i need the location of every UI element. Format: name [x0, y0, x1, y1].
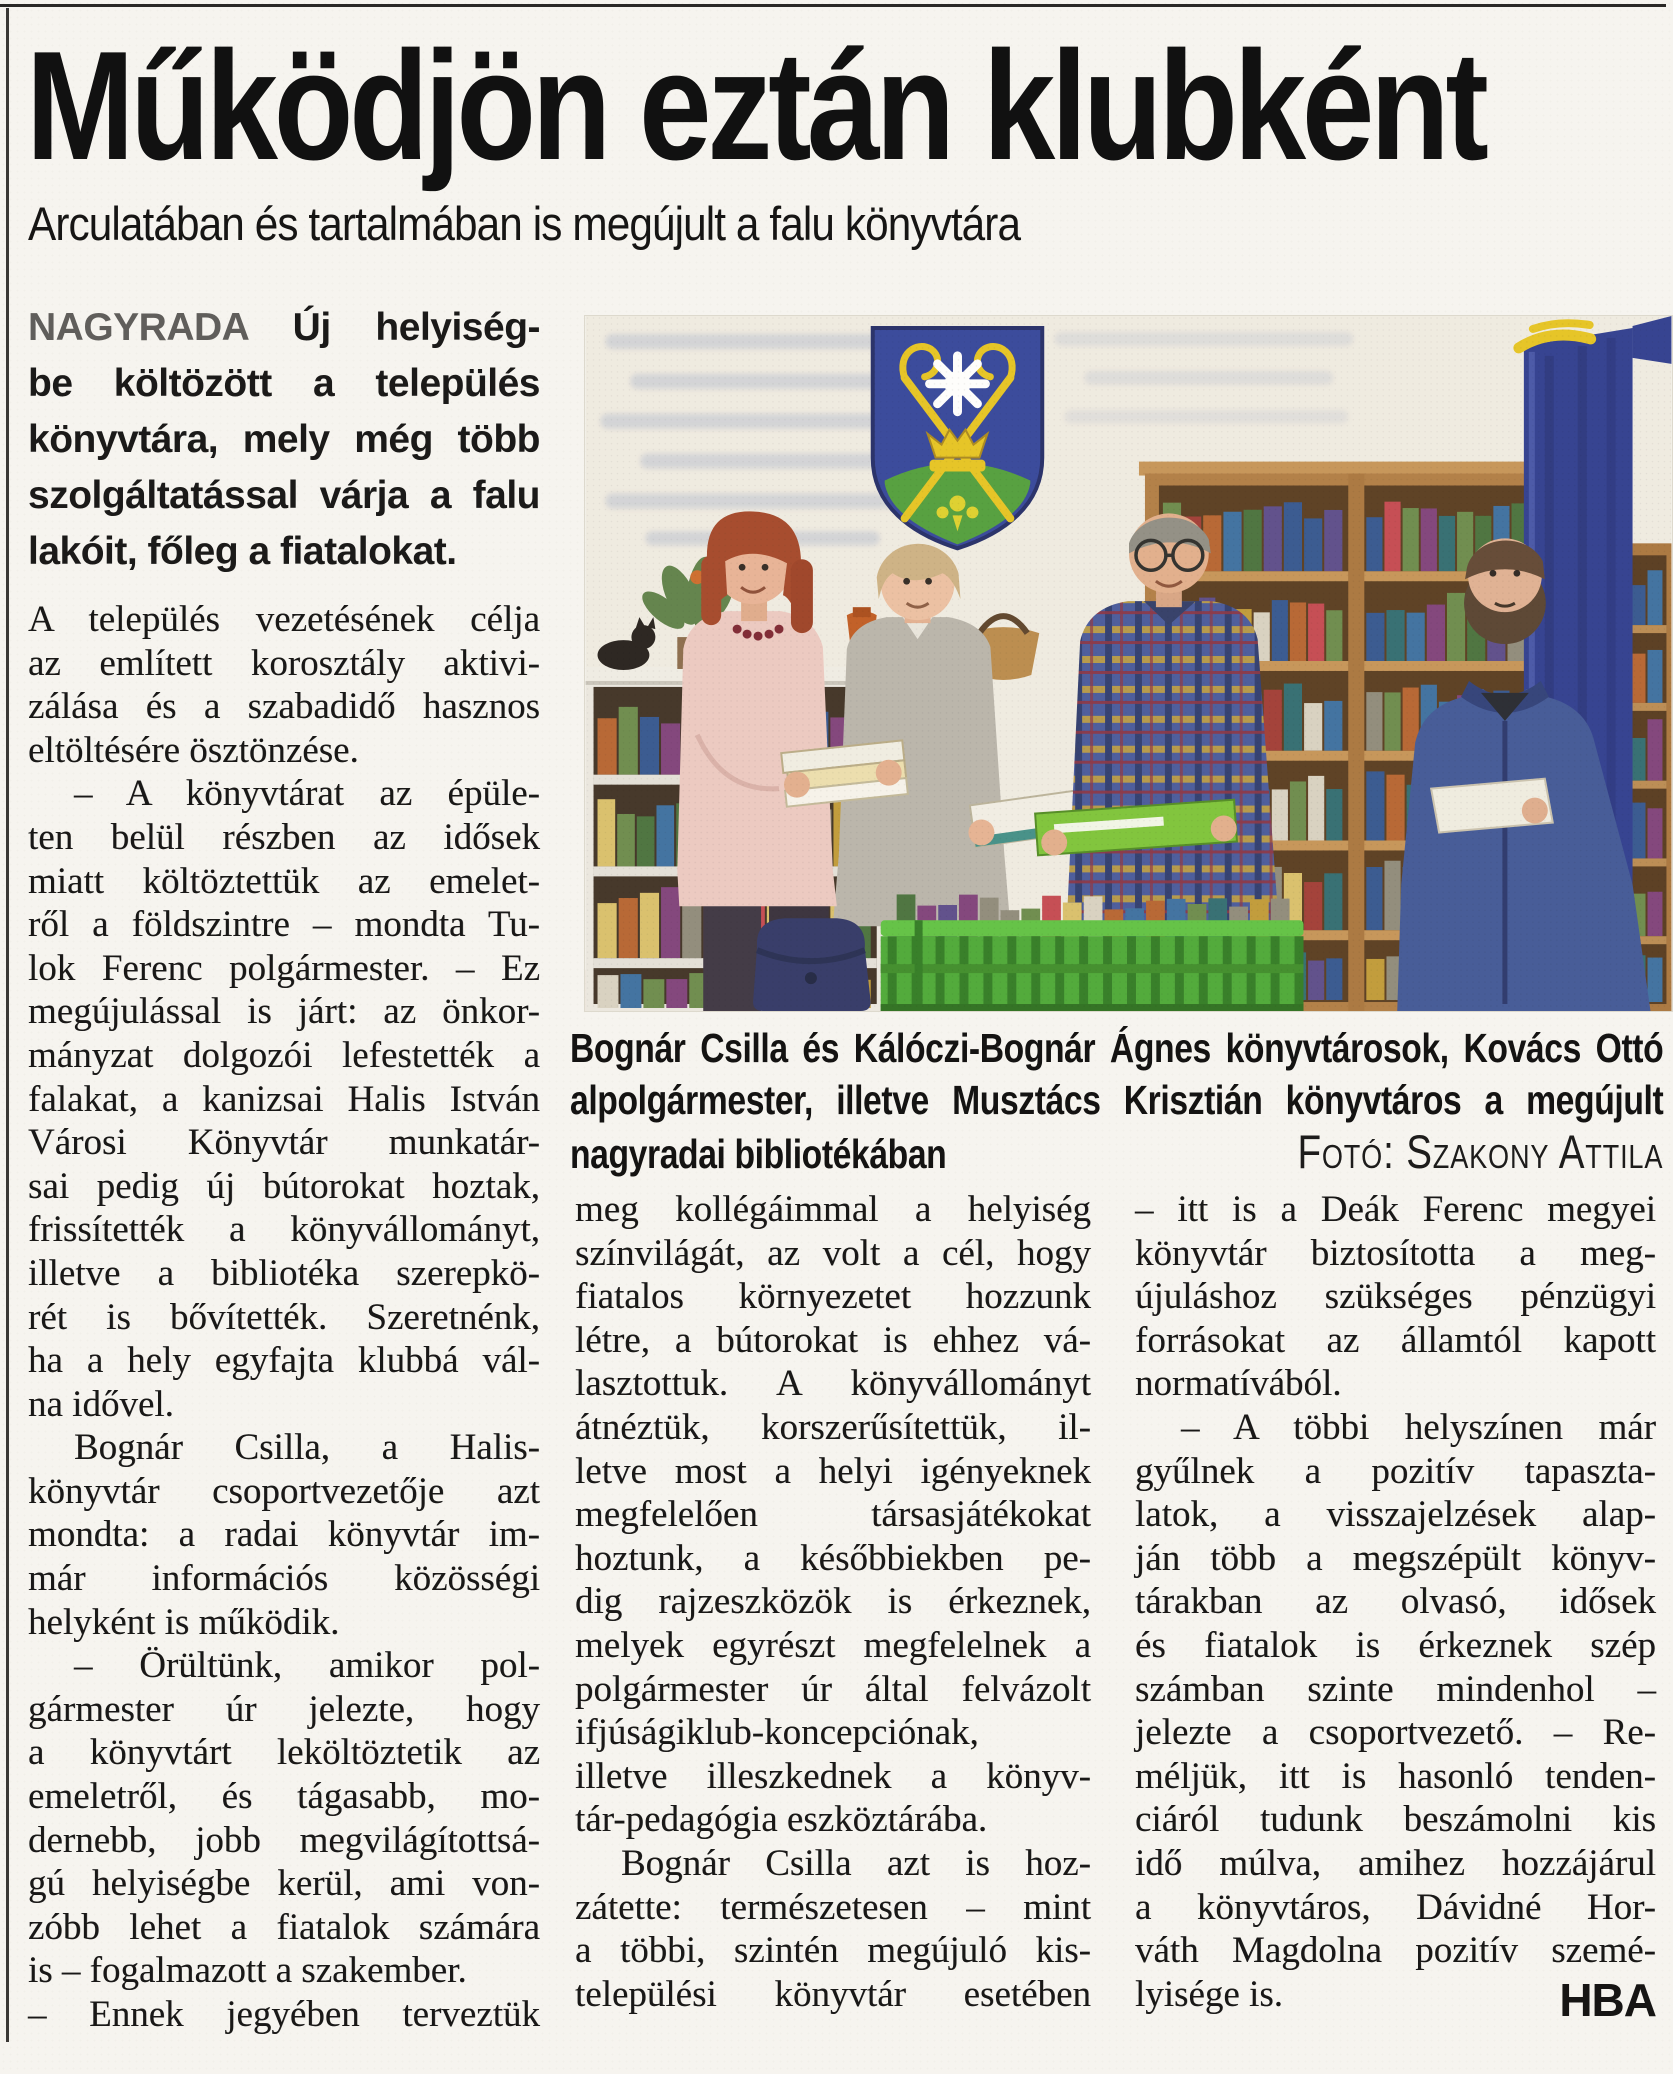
text-line: lok Ferenc polgármester. – Ez: [28, 947, 540, 989]
lead-line: lakóit, főleg a fiatalokat.: [28, 530, 457, 573]
text-line: gyűlnek a pozitív tapaszta-: [1135, 1450, 1656, 1492]
lead-paragraph: [28, 300, 540, 580]
lead-line: be költözött a település: [28, 362, 540, 405]
text-line: gú helyiségbe kerül, ami von-: [28, 1863, 540, 1905]
dateline: NAGYRADA: [28, 306, 248, 349]
text-line: helyként is működik.: [28, 1601, 340, 1643]
text-line: tárakban az olvasó, idősek: [1135, 1581, 1656, 1623]
text-line: mondta: a radai könyvtár im-: [28, 1514, 540, 1556]
text-line: – A könyvtárat az épüle-: [74, 773, 540, 815]
photo-tint: [586, 316, 1672, 1011]
lead-line: szolgáltatással várja a falu: [28, 474, 540, 517]
photo-credit: Fotó: Szakony Attila: [1297, 1125, 1664, 1178]
text-line: váth Magdolna pozitív szemé-: [1135, 1930, 1656, 1972]
paragraph: [28, 1993, 540, 2037]
paragraph: [575, 1188, 1091, 1842]
text-line: ciáról tudunk beszámolni kis: [1135, 1799, 1656, 1841]
paragraph: [28, 772, 540, 1426]
caption-line-text: nagyradai bibliotékában: [570, 1131, 947, 1177]
text-line: eltöltésére ösztönzése.: [28, 729, 359, 771]
caption-line: alpolgármester, illetve Musztács Krisztián könyvtáros a megújult: [570, 1077, 1664, 1123]
headline: Működjön eztán klubként: [26, 19, 1485, 192]
body-column-1: [28, 598, 540, 2037]
text-line: forrásokat az államtól kapott: [1135, 1319, 1656, 1361]
text-line: színvilágát, az volt a cél, hogy: [575, 1232, 1091, 1274]
text-line: a könyvtárt leköltöztetik az: [28, 1732, 540, 1774]
text-line: lyisége is.: [1135, 1973, 1283, 2015]
text-line: polgármester úr által felvázolt: [575, 1668, 1091, 1710]
text-line: miatt költöztettük az emelet-: [28, 860, 540, 902]
text-line: melyek egyrészt megfelelnek a: [575, 1624, 1091, 1666]
text-line: megfelelően társasjátékokat: [575, 1494, 1091, 1536]
text-line: falakat, a kanizsai Halis István: [28, 1078, 540, 1120]
text-line: megújulással is járt: az önkor-: [28, 991, 540, 1033]
text-line: újuláshoz szükséges pénzügyi: [1135, 1276, 1656, 1318]
text-line: számban szinte mindenhol –: [1135, 1668, 1656, 1710]
subheadline: Arculatában és tartalmában is megújult a falu könyvtára: [28, 197, 1021, 250]
body-column-3: [1135, 1188, 1656, 2026]
text-line: na idővel.: [28, 1383, 174, 1425]
text-line: normatívából.: [1135, 1363, 1342, 1405]
text-line: ről a földszintre – mondta Tu-: [28, 904, 540, 946]
author-initials: HBA: [1559, 1973, 1656, 2026]
text-line: méljük, itt is hasonló tenden-: [1135, 1755, 1656, 1797]
text-line: idő múlva, amihez hozzájárul: [1135, 1842, 1656, 1884]
text-line: illetve a bibliotéka szerepkö-: [28, 1252, 540, 1294]
text-line: ján több a megszépült könyv-: [1135, 1537, 1656, 1579]
lead-line: NAGYRADA Új helyiség-: [28, 306, 540, 349]
article-photo: [584, 315, 1673, 1012]
paragraph: [28, 598, 540, 772]
text-line: ha a hely egyfajta klubbá vál-: [28, 1340, 540, 1382]
text-line: emeletről, és tágasabb, mo-: [28, 1776, 540, 1818]
text-line: és fiatalok is érkeznek szép: [1135, 1624, 1656, 1666]
text-line: fiatalos környezetet hozzunk: [575, 1276, 1091, 1318]
text-line: mányzat dolgozói lefestették a: [28, 1034, 540, 1076]
text-line: is – fogalmazott a szakember.: [28, 1950, 467, 1992]
text-line: ten belül részben az idősek: [28, 816, 540, 858]
text-line: hoztunk, a későbbiekben pe-: [575, 1537, 1091, 1579]
text-line: – itt is a Deák Ferenc megyei: [1135, 1189, 1656, 1230]
text-line: latok, a visszajelzések alap-: [1135, 1494, 1656, 1536]
top-rule: [0, 4, 1666, 7]
text-line: az említett korosztály aktivi-: [28, 642, 540, 684]
text-line: – Örültünk, amikor pol-: [74, 1645, 540, 1687]
text-line: könyvtár csoportvezetője azt: [28, 1470, 540, 1512]
caption-line: [570, 1126, 1663, 1180]
paragraph: [28, 1644, 540, 1993]
text-line: letve most a helyi igényeknek: [575, 1450, 1091, 1492]
text-line: frissítették a könyvállományt,: [28, 1209, 540, 1251]
paragraph: [1135, 1406, 1656, 2016]
text-line: Bognár Csilla azt is hoz-: [621, 1842, 1091, 1884]
text-line: illetve illeszkednek a könyv-: [575, 1755, 1091, 1797]
text-line: jelezte a csoportvezető. – Re-: [1135, 1712, 1656, 1754]
text-line: Bognár Csilla, a Halis-: [74, 1427, 540, 1469]
paragraph: [1135, 1188, 1656, 1406]
text-line: – A többi helyszínen már: [1181, 1406, 1656, 1448]
text-line: lasztottuk. A könyvállományt: [575, 1363, 1091, 1405]
text-line: átnéztük, korszerűsítettük, il-: [575, 1406, 1091, 1448]
photo-caption: [570, 1022, 1663, 1180]
text-line: a könyvtáros, Dávidné Hor-: [1135, 1886, 1656, 1928]
text-line: zátette: természetesen – mint: [575, 1886, 1091, 1928]
text-line: települési könyvtár esetében: [575, 1973, 1091, 2015]
text-line: dig rajzeszközök is érkeznek,: [575, 1581, 1091, 1623]
text-line: meg kollégáimmal a helyiség: [575, 1189, 1091, 1230]
text-line: már információs közösségi: [28, 1558, 540, 1600]
text-line: gármester úr jelezte, hogy: [28, 1688, 540, 1730]
lead-line: könyvtára, mely még több: [28, 418, 540, 461]
text-line: dernebb, jobb megvilágítottsá-: [28, 1819, 540, 1861]
paragraph: [575, 1842, 1091, 2016]
left-edge-rule: [6, 8, 9, 2042]
paragraph: [28, 1426, 540, 1644]
text-line: sai pedig új bútorokat hoztak,: [28, 1165, 540, 1207]
text-line: rét is bővítették. Szeretnénk,: [28, 1296, 540, 1338]
text-line: a többi, szintén megújuló kis-: [575, 1930, 1091, 1972]
text-line: ifjúságiklub-koncepciónak,: [575, 1712, 979, 1754]
text-line: Városi Könyvtár munkatár-: [28, 1122, 540, 1164]
text-line: – Ennek jegyében terveztük: [28, 1994, 540, 2035]
text-line: A település vezetésének célja: [28, 599, 540, 640]
text-line: zóbb lehet a fiatalok számára: [28, 1906, 540, 1948]
caption-line: Bognár Csilla és Kálóczi-Bognár Ágnes könyvtárosok, Kovács Ottó: [570, 1025, 1664, 1071]
body-column-2: [575, 1188, 1091, 2016]
text-line: könyvtár biztosította a meg-: [1135, 1232, 1656, 1274]
text-line: zálása és a szabadidő hasznos: [28, 686, 540, 728]
text-line: tár-pedagógia eszköztárába.: [575, 1799, 988, 1841]
text-line: létre, a bútorokat is ehhez vá-: [575, 1319, 1091, 1361]
